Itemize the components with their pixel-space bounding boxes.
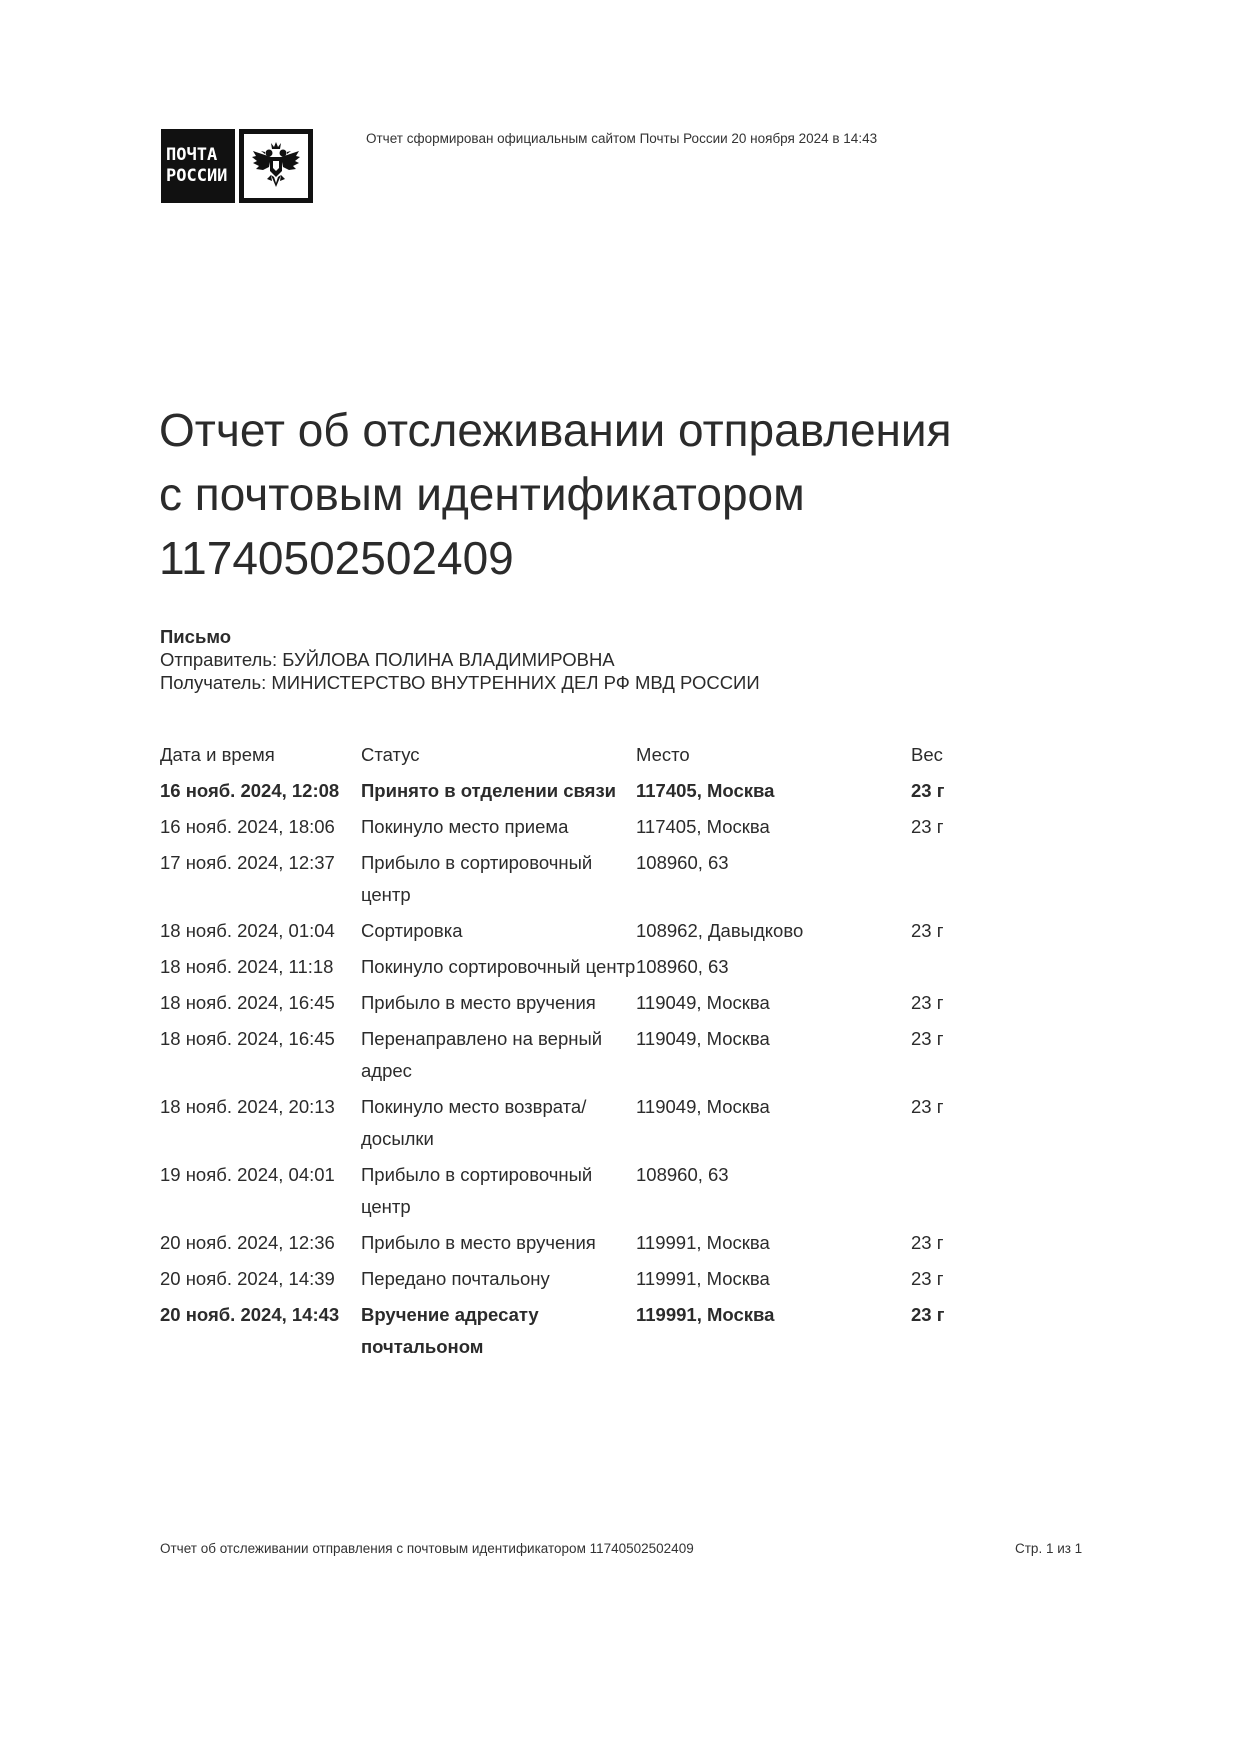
header-status: Статус (361, 744, 420, 765)
table-row (160, 811, 1000, 843)
shipment-kind: Письмо (160, 626, 232, 647)
cell-place: 119991, Москва (636, 1268, 770, 1289)
footer-title: Отчет об отслеживании отправления с почтовым идентификатором 11740502502409 (160, 1541, 694, 1556)
cell-weight (911, 1159, 991, 1223)
cell-status: Перенаправлено на верный адрес (361, 1028, 603, 1081)
table-row (160, 1023, 1000, 1087)
sender-line: Отправитель: БУЙЛОВА ПОЛИНА ВЛАДИМИРОВНА (160, 649, 615, 670)
cell-status: Принято в отделении связи (361, 780, 617, 801)
cell-weight: 23 г (911, 1096, 944, 1117)
cell-status: Покинуло место возврата/ досылки (361, 1096, 587, 1149)
cell-date: 16 нояб. 2024, 18:06 (160, 816, 335, 837)
cell-status: Прибыло в место вручения (361, 992, 596, 1013)
cell-weight: 23 г (911, 920, 944, 941)
cell-place: 108960, 63 (636, 956, 729, 977)
cell-date: 20 нояб. 2024, 14:43 (160, 1304, 340, 1325)
cell-date: 17 нояб. 2024, 12:37 (160, 852, 335, 873)
cell-status: Прибыло в сортировочный центр (361, 1164, 593, 1217)
cell-status: Прибыло в место вручения (361, 1232, 596, 1253)
tracking-table (160, 739, 1000, 1367)
cell-status: Покинуло место приема (361, 816, 569, 837)
cell-weight: 23 г (911, 992, 944, 1013)
cell-place: 119049, Москва (636, 1028, 770, 1049)
table-row (160, 915, 1000, 947)
table-row (160, 1159, 1000, 1223)
table-row (160, 847, 1000, 911)
cell-date: 16 нояб. 2024, 12:08 (160, 780, 340, 801)
tracking-number: 11740502502409 (159, 532, 514, 584)
title-line-1: Отчет об отслеживании отправления (159, 404, 952, 456)
table-row (160, 1091, 1000, 1155)
cell-date: 18 нояб. 2024, 16:45 (160, 1028, 335, 1049)
cell-weight: 23 г (911, 1268, 944, 1289)
table-row (160, 1227, 1000, 1259)
header-date: Дата и время (160, 744, 275, 765)
cell-place: 119991, Москва (636, 1232, 770, 1253)
cell-weight (911, 951, 991, 983)
cell-date: 18 нояб. 2024, 01:04 (160, 920, 335, 941)
logo-wordmark (161, 129, 235, 203)
cell-weight: 23 г (911, 1232, 944, 1253)
cell-status: Сортировка (361, 920, 463, 941)
page-title (159, 398, 952, 590)
cell-place: 119991, Москва (636, 1304, 775, 1325)
table-row (160, 987, 1000, 1019)
cell-date: 20 нояб. 2024, 14:39 (160, 1268, 335, 1289)
cell-date: 20 нояб. 2024, 12:36 (160, 1232, 335, 1253)
cell-place: 119049, Москва (636, 1096, 770, 1117)
title-line-2: с почтовым идентификатором (159, 468, 805, 520)
header-place: Место (636, 744, 690, 765)
cell-status: Вручение адресату почтальоном (361, 1304, 539, 1357)
cell-place: 119049, Москва (636, 992, 770, 1013)
table-row (160, 1299, 1000, 1363)
eagle-emblem-icon (239, 129, 313, 203)
cell-weight: 23 г (911, 816, 944, 837)
pochta-rossii-logo (161, 129, 313, 203)
cell-date: 18 нояб. 2024, 16:45 (160, 992, 335, 1013)
table-row (160, 775, 1000, 807)
page-number: Стр. 1 из 1 (1015, 1541, 1083, 1556)
shipment-info (160, 625, 760, 694)
cell-place: 117405, Москва (636, 816, 770, 837)
recipient-line: Получатель: МИНИСТЕРСТВО ВНУТРЕННИХ ДЕЛ РФ МВД РОССИИ (160, 672, 760, 693)
logo-line-1: ПОЧТА (166, 145, 218, 165)
cell-status: Прибыло в сортировочный центр (361, 852, 593, 905)
table-header (160, 739, 1000, 771)
cell-weight: 23 г (911, 1028, 944, 1049)
cell-date: 18 нояб. 2024, 20:13 (160, 1096, 335, 1117)
cell-place: 108960, 63 (636, 852, 729, 873)
header-weight: Вес (911, 744, 943, 765)
cell-place: 117405, Москва (636, 780, 775, 801)
logo-line-2: РОССИИ (166, 166, 228, 186)
table-row (160, 1263, 1000, 1295)
cell-weight: 23 г (911, 1304, 945, 1325)
cell-date: 18 нояб. 2024, 11:18 (160, 956, 334, 977)
cell-status: Покинуло сортировочный центр (361, 956, 636, 977)
cell-place: 108960, 63 (636, 1164, 729, 1185)
cell-place: 108962, Давыдково (636, 920, 804, 941)
cell-date: 19 нояб. 2024, 04:01 (160, 1164, 335, 1185)
cell-status: Передано почтальону (361, 1268, 550, 1289)
table-row (160, 951, 1000, 983)
cell-weight (911, 847, 991, 911)
cell-weight: 23 г (911, 780, 945, 801)
report-generated-note: Отчет сформирован официальным сайтом Почты России 20 ноября 2024 в 14:43 (366, 131, 878, 146)
